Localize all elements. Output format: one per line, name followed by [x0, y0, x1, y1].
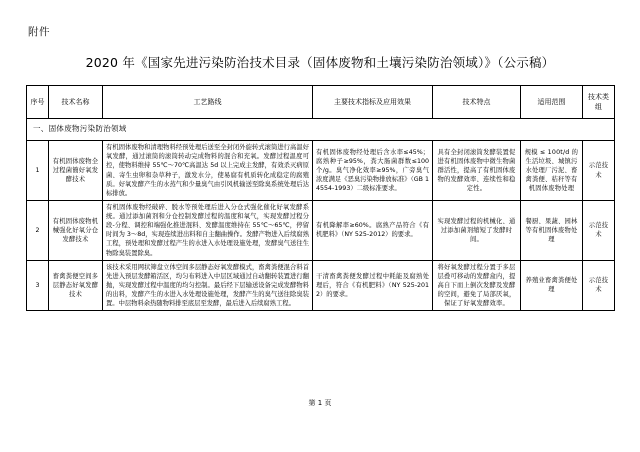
row-scope: 养殖业畜禽粪便处理: [521, 260, 583, 311]
row-tech-name: 有机固体废物机械强化好氧分仓发酵技术: [49, 200, 103, 260]
header-scope: 适用范围: [521, 86, 583, 119]
table-section-row: [27, 119, 615, 141]
row-features: 具有全封闭滚筒发酵装置促进有机固体废物中微生物菌群活性，提高了有机固体废物的发酵效率、连续性和稳定性。: [433, 141, 521, 201]
row-index: 1: [27, 141, 49, 201]
header-index: 序号: [27, 86, 49, 119]
row-features: 将好氧发酵过程分置于多层层叠可移动的发酵盒内，提高自下而上倒次发酵及发酵的空间，避免了局部厌氧，保证了好氧发酵效率。: [433, 260, 521, 311]
header-tech-name: 技术名称: [49, 86, 103, 119]
table-header-row: [27, 86, 615, 119]
row-tech-type: 示范技术: [583, 200, 615, 260]
section-title: 一、固体废物污染防治领域: [27, 119, 615, 141]
attachment-label: 附件: [28, 26, 50, 38]
row-process-route: 该技术采用网状筛盘立体空间多层静态好氧发酵模式，畜禽粪便混合料首先进入预层发酵箱活区，均匀布料进入中层区域通过自动翻转装置进行翻抛，实现发酵过程中温度的均匀控制。最后经下层输送设备完成发酵物料的出料，发酵产生的水进入水处理设施处理，发酵产生的臭气送往除臭装置。中层物料余热随物料排至底层至发酵，最后进入后续腐熟工程。: [103, 260, 313, 311]
row-indicators: 有机固体废物经处理后含水率≤45%；腐熟种子≥95%，粪大肠菌群数≤100 个/g。臭气净化效率≥95%，广旁臭气浓度满足《恶臭污染物排放标准》（GB 14554-1993）二级标准要求。: [313, 141, 433, 201]
row-indicators: 有机降解率≥60%。腐熟产品符合《有机肥料》（NY 525-2012）的要求。: [313, 200, 433, 260]
table-row: [27, 260, 615, 311]
technology-catalog-table: [26, 85, 615, 311]
row-tech-type: 示范技术: [583, 141, 615, 201]
page-number: 第 1 页: [308, 399, 332, 407]
page-title: 2020 年《国家先进污染防治技术目录（固体废物和土壤污染防治领域）》（公示稿）: [85, 55, 555, 70]
row-scope: 规模 ≤ 100t/d 的生活垃圾、城镇污水处理厂污泥、畜禽粪便、秸秆等有机固体废物处理: [521, 141, 583, 201]
table-row: [27, 141, 615, 201]
row-features: 实现发酵过程的机械化、通过添加菌剂缩短了发酵时间。: [433, 200, 521, 260]
row-process-route: 有机固体废物和清理物料经预处理后送至全封闭外旋转式滚筒进行高温好氧发酵，通过滚筒的滚筒转动完成物料的混合和充氧。发酵过程温度可控，使物料维持 55℃～70℃高温达 5d 以上完成主发酵，有效杀灭病原菌、寄生虫卵和杂草种子，激发水分，使易腐有机质转化成稳定的腐殖质。好氧发酵产生的水蒸气和少量臭气由引风机输送至除臭系统处理后达标排放。: [103, 141, 313, 201]
row-tech-type: 示范技术: [583, 260, 615, 311]
row-index: 3: [27, 260, 49, 311]
header-features: 技术特点: [433, 86, 521, 119]
row-process-route: 有机固体废物经破碎、脱水等预处理后进入分仓式强化催化好氧发酵系统。通过添加菌剂和分仓控制发酵过程的温度和氧气，实现发酵过程分段-分程、调控和端强化推进混料、发酵温度维持在 55℃～65℃，停留时间为 3～8d，实现连续进出料和自主翻曲操作。发酵产物进入后续腐熟工程，预处理和发酵过程产生的水进入水处理设施处理，发酵臭气送往生物除臭装置除臭。: [103, 200, 313, 260]
header-indicators: 主要技术指标及应用效果: [313, 86, 433, 119]
header-tech-type: 技术类组: [583, 86, 615, 119]
row-index: 2: [27, 200, 49, 260]
row-tech-name: 有机固体废物全过程菌簡好氧发酵技术: [49, 141, 103, 201]
row-indicators: 干清畜禽粪便发酵过程中耗能及腐熟处理后，符合《有机肥料》（NY 525-2012）的要求。: [313, 260, 433, 311]
table-row: [27, 200, 615, 260]
row-scope: 餐厨、果蔬、园林等有机固体废物处理: [521, 200, 583, 260]
header-process-route: 工艺路线: [103, 86, 313, 119]
row-tech-name: 畜禽粪便空间多层静态好氧发酵技术: [49, 260, 103, 311]
